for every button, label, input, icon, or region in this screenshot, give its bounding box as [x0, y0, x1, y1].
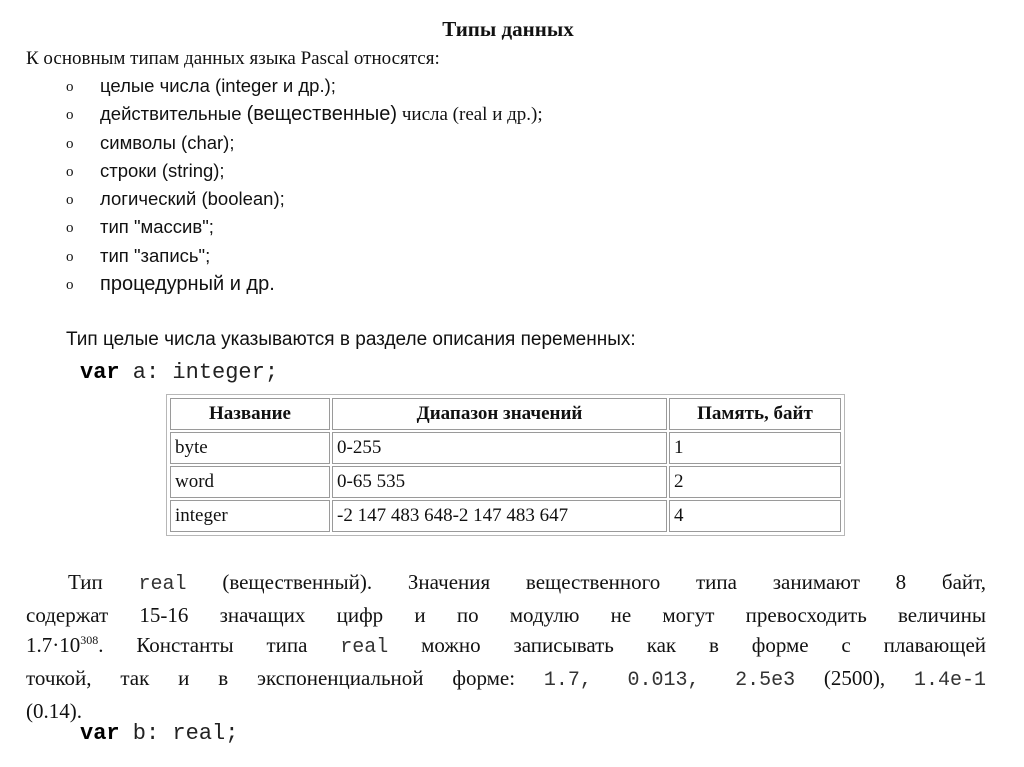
list-item-text: тип "запись"; [100, 244, 211, 266]
table-cell-memory: 4 [669, 500, 841, 532]
table-cell-memory: 1 [669, 432, 841, 464]
list-item [66, 131, 543, 159]
list-item-text: действительные (вещественные) числа (real и др.); [100, 103, 543, 126]
list-item [66, 187, 543, 215]
table-row [170, 500, 841, 532]
list-item [66, 244, 543, 272]
paragraph-line: Тип real (вещественный). Значения вещественного типа занимают 8 байт, [68, 570, 986, 596]
list-item-text: логический (boolean); [100, 188, 285, 210]
table-header-row [170, 398, 841, 430]
column-header-memory: Память, байт [669, 398, 841, 430]
bullet-icon: o [66, 248, 74, 265]
exponent: 308 [80, 633, 99, 647]
code-keyword: var [80, 721, 120, 746]
bullet-icon: o [66, 79, 74, 95]
list-item [66, 159, 543, 187]
bullet-icon: o [66, 277, 74, 294]
bullet-icon: o [66, 135, 74, 152]
paragraph-line: (0.14). [26, 699, 82, 723]
data-types-list [66, 74, 543, 300]
table-cell-range: 0-255 [332, 432, 667, 464]
list-item-text: процедурный и др. [100, 273, 275, 296]
page-title: Типы данных [442, 17, 574, 41]
paragraph-line: содержат 15-16 значащих цифр и по модулю не могут превосходить величины [26, 603, 986, 627]
list-item-text: строки (string); [100, 159, 225, 181]
paragraph-line: $1.7\cdot 10^{308}$. Константы типа real можно записывать как в форме с плавающей [26, 633, 987, 659]
table-row [170, 466, 841, 498]
list-item [66, 74, 543, 102]
integer-paragraph: Тип целые числа указываются в разделе описания переменных: [66, 329, 636, 350]
list-item [66, 215, 543, 243]
table-cell-memory: 2 [669, 466, 841, 498]
list-item-text: тип "массив"; [100, 216, 214, 238]
bullet-icon: o [66, 192, 74, 209]
code-keyword: var [80, 360, 120, 385]
code-line-var-b [80, 720, 238, 748]
intro-text: К основным типам данных языка Pascal относятся: [26, 48, 440, 69]
code-line-var-a [80, 359, 278, 387]
column-header-name: Название [170, 398, 330, 430]
bullet-icon: o [66, 107, 74, 124]
table-cell-name: word [170, 466, 330, 498]
table-cell-name: byte [170, 432, 330, 464]
integer-types-table [168, 396, 843, 534]
table-row [170, 432, 841, 464]
table-cell-range: -2 147 483 648-2 147 483 647 [332, 500, 667, 532]
list-item [66, 102, 543, 130]
list-item-text: символы (char); [100, 131, 235, 153]
table-cell-name: integer [170, 500, 330, 532]
bullet-icon: o [66, 220, 74, 237]
paragraph-line: точкой, так и в экспоненциальной форме: 1.7, 0.013, 2.5e3 (2500), 1.4e-1 [26, 666, 986, 692]
list-item-text: целые числа (integer и др.); [100, 75, 336, 96]
table-cell-range: 0-65 535 [332, 466, 667, 498]
bullet-icon: o [66, 163, 74, 180]
code-declaration: a: integer; [119, 360, 279, 385]
real-type-paragraph [26, 567, 986, 726]
column-header-range: Диапазон значений [332, 398, 667, 430]
code-declaration: b: real; [119, 721, 239, 746]
integer-types-table-frame [166, 394, 845, 536]
list-item [66, 272, 543, 300]
